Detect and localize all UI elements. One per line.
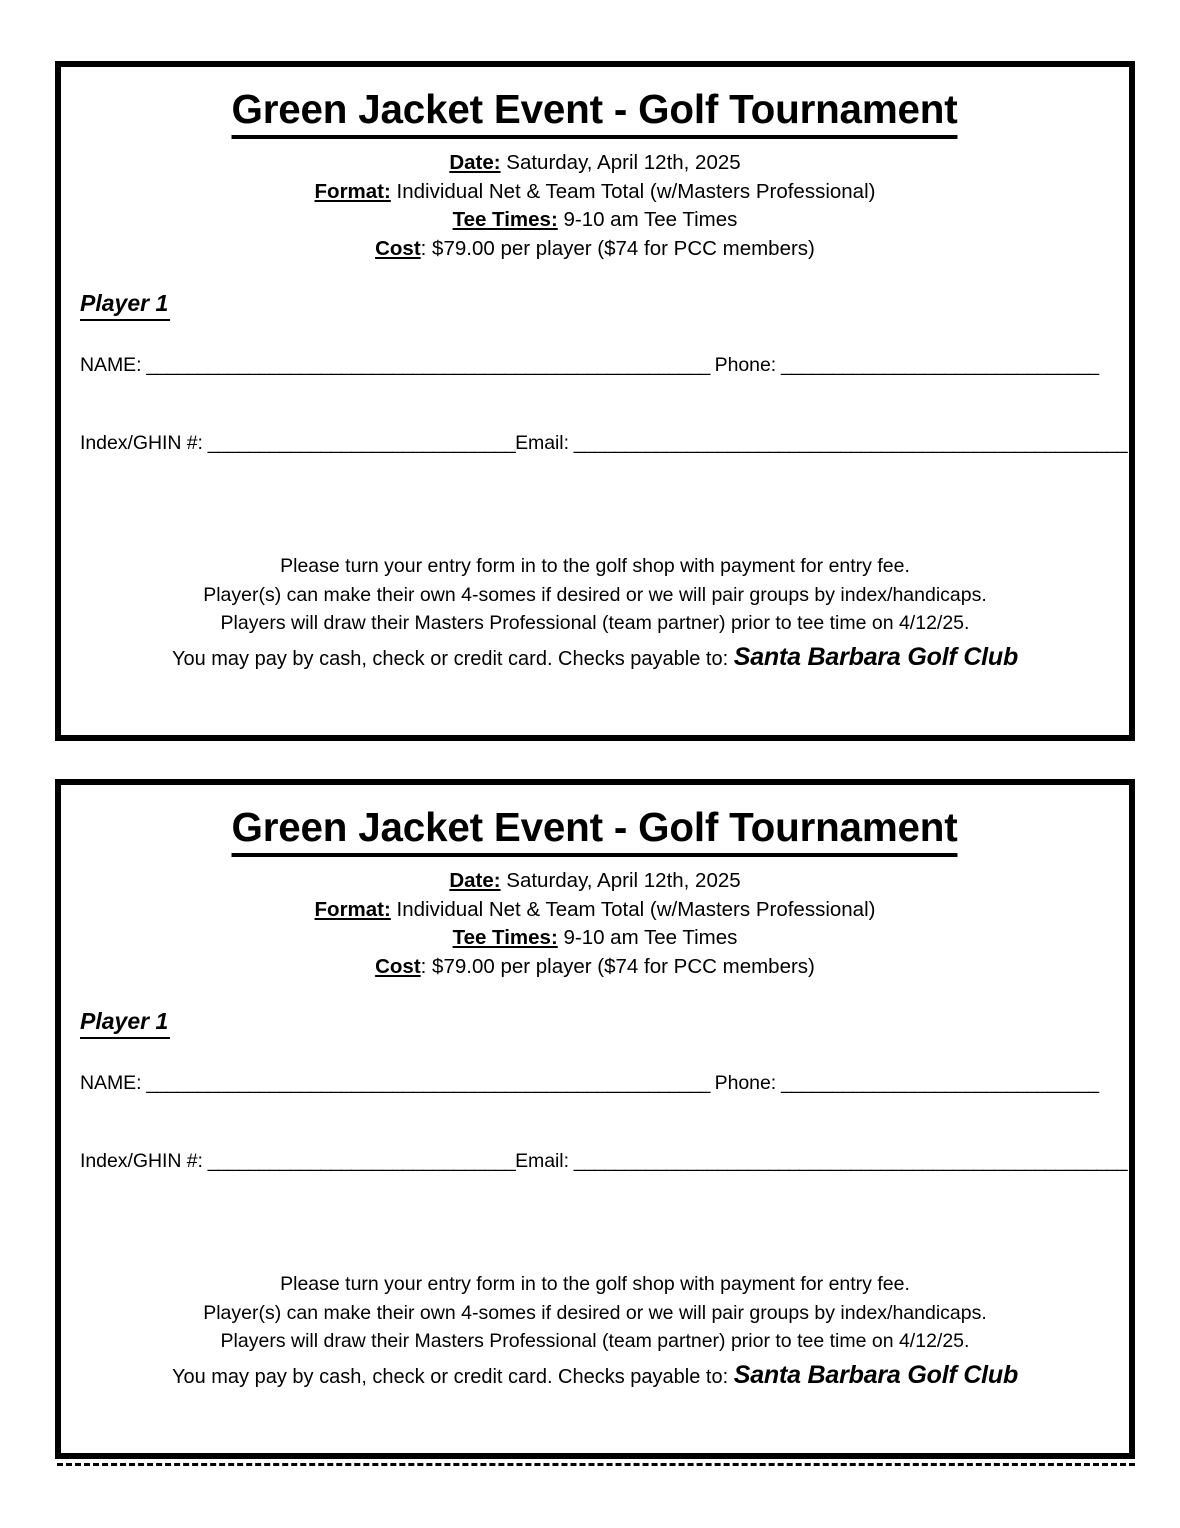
email-label: Email: xyxy=(515,1150,569,1172)
name-phone-field-row xyxy=(80,352,1115,378)
club-name: Santa Barbara Golf Club xyxy=(733,642,1019,671)
index-ghin-label: Index/GHIN #: xyxy=(80,1150,203,1172)
form-title xyxy=(61,67,1129,139)
footer-line-2: Player(s) can make their own 4-somes if desired or we will pair groups by index/handicaps. xyxy=(203,583,987,606)
phone-input-blank[interactable]: _______________________________ xyxy=(776,354,1099,376)
player-heading-text: Player 1 xyxy=(80,289,170,321)
footer-line-1: Please turn your entry form in to the golf shop with payment for entry fee. xyxy=(280,1273,910,1295)
cut-here-dashed-line xyxy=(57,1463,1135,1466)
index-ghin-label: Index/GHIN #: xyxy=(80,432,203,454)
detail-row-tee-times xyxy=(61,924,1129,953)
index-ghin-input-blank[interactable]: ______________________________ xyxy=(202,1150,516,1172)
index-email-field-row xyxy=(80,1148,1128,1174)
detail-label-format: Format: xyxy=(314,897,391,921)
footer-payment-row xyxy=(61,638,1129,674)
entry-form-copy-2 xyxy=(55,779,1135,1459)
phone-label: Phone: xyxy=(714,1072,777,1094)
detail-value-cost: : $79.00 per player ($74 for PCC members) xyxy=(420,236,815,260)
footer-line-3: Players will draw their Masters Professional (team partner) prior to tee time on 4/12/25. xyxy=(220,1330,970,1352)
detail-label-tee-times: Tee Times: xyxy=(452,926,558,949)
email-input-blank[interactable]: ______________________________________________________ xyxy=(568,1150,1128,1172)
detail-value-tee-times: 9-10 am Tee Times xyxy=(557,926,738,949)
player-heading-text: Player 1 xyxy=(80,1007,170,1039)
detail-label-format: Format: xyxy=(314,179,391,203)
detail-row-cost xyxy=(61,235,1129,264)
name-label: NAME: xyxy=(80,1072,142,1094)
detail-label-cost: Cost xyxy=(375,236,421,260)
detail-row-format xyxy=(61,178,1129,207)
detail-row-date xyxy=(61,149,1129,178)
index-email-field-row xyxy=(80,430,1128,456)
detail-value-date: Saturday, April 12th, 2025 xyxy=(500,151,741,174)
detail-value-format: Individual Net & Team Total (w/Masters Professional) xyxy=(390,179,876,203)
form-title-text: Green Jacket Event - Golf Tournament xyxy=(232,84,958,139)
detail-row-cost xyxy=(61,953,1129,982)
phone-input-blank[interactable]: _______________________________ xyxy=(776,1072,1099,1094)
footer-line-3: Players will draw their Masters Professional (team partner) prior to tee time on 4/12/25. xyxy=(220,612,970,634)
form-footer xyxy=(61,552,1129,673)
index-ghin-input-blank[interactable]: ______________________________ xyxy=(202,432,516,454)
detail-value-cost: : $79.00 per player ($74 for PCC members) xyxy=(420,954,815,978)
name-input-blank[interactable]: _______________________________________________________ xyxy=(141,354,715,376)
detail-value-tee-times: 9-10 am Tee Times xyxy=(557,208,738,231)
form-title xyxy=(61,785,1129,857)
event-details xyxy=(61,857,1129,981)
form-footer xyxy=(61,1270,1129,1391)
player-heading xyxy=(80,289,170,321)
detail-label-date: Date: xyxy=(449,869,501,892)
name-label: NAME: xyxy=(80,354,142,376)
footer-line-2: Player(s) can make their own 4-somes if desired or we will pair groups by index/handicaps. xyxy=(203,1301,987,1324)
footer-line-1: Please turn your entry form in to the golf shop with payment for entry fee. xyxy=(280,555,910,577)
detail-value-date: Saturday, April 12th, 2025 xyxy=(500,869,741,892)
detail-row-date xyxy=(61,867,1129,896)
detail-label-date: Date: xyxy=(449,151,501,174)
event-details xyxy=(61,139,1129,263)
name-input-blank[interactable]: _______________________________________________________ xyxy=(141,1072,715,1094)
club-name: Santa Barbara Golf Club xyxy=(733,1360,1019,1389)
detail-row-tee-times xyxy=(61,206,1129,235)
entry-form-copy-1 xyxy=(55,61,1135,741)
form-title-text: Green Jacket Event - Golf Tournament xyxy=(232,802,958,857)
email-label: Email: xyxy=(515,432,569,454)
name-phone-field-row xyxy=(80,1070,1115,1096)
detail-value-format: Individual Net & Team Total (w/Masters Professional) xyxy=(390,897,876,921)
detail-row-format xyxy=(61,896,1129,925)
detail-label-tee-times: Tee Times: xyxy=(452,208,558,231)
payment-instructions: You may pay by cash, check or credit card. Checks payable to: xyxy=(171,1365,734,1388)
phone-label: Phone: xyxy=(714,354,777,376)
player-heading xyxy=(80,1007,170,1039)
detail-label-cost: Cost xyxy=(375,954,421,978)
footer-payment-row xyxy=(61,1356,1129,1392)
email-input-blank[interactable]: ______________________________________________________ xyxy=(568,432,1128,454)
payment-instructions: You may pay by cash, check or credit card. Checks payable to: xyxy=(171,647,734,670)
